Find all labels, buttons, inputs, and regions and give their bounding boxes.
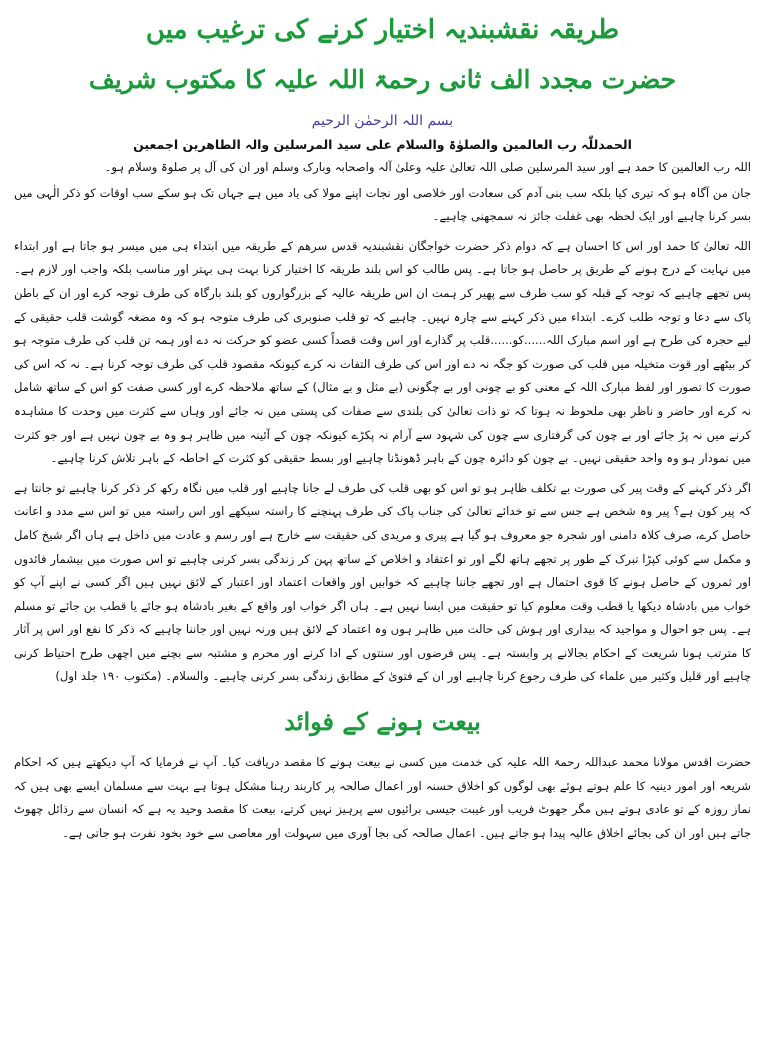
paragraph-salutation: اللہ رب العالمین کا حمد ہے اور سید المرسلین صلی اللہ تعالیٰ علیہ وعلیٰ آلہ واصحابہ وبارک وسلم اور ان کی آل پر صلوۃ وسلام ہو۔: [104, 160, 751, 174]
bismillah-line: بسم اللہ الرحمٰن الرحیم: [311, 113, 454, 129]
paragraph-naqshbandi-method: اللہ تعالیٰ کا حمد اور اس کا احسان ہے کہ دوام ذکر حضرت خواجگان نقشبندیہ قدس سرھم کے طریقہ میں ابتداء ہی میں میسر ہو جاتا ہے اور ابتداء میں نہایت کے درج ہونے کے طریق پر حاصل ہو جاتا ہے۔ پس طالب کو اس بلند طریقہ کا اختیار کرنا بہت ہی بہتر اور مناسب بلکہ واجب اور لازم ہے۔ پس تجھے چاہیے کہ توجہ کے قبلہ کو سب طرف سے پھیر کر ہمت ان اس طریقہ عالیہ کے بزرگواروں کو بلند بارگاہ کی طرف توجہ کرے اور ان کے باطن پاک سے دعا و توجہ طلب کرے۔ ابتداء میں ذکر کہنے سے چارہ نہیں۔ چاہیے کہ تو قلب صنوبری کی طرف متوجہ ہو کہ وہ مضغہ گوشت قلب حقیقی کے لیے حجرہ کی طرح ہے اور اسم مبارک اللہ......کو......قلب پر گذارے اور اس وقت قصداً کسی عضو کو حرکت نہ دے اور ہمہ تن قلب کی طرف متوجہ ہو کر بیٹھے اور قوت متخیلہ میں قلب کی صورت کو جگہ نہ دے اور اس کی طرف التفات نہ کرے کیونکہ مقصود قلب کی طرف توجہ کرنا ہے۔ نہ کہ اس کی صورت کا تصور اور لفظ مبارک اللہ کے معنی کو بے چونی اور بے چگونی (بے مثل و بے مثال) کے ساتھ ملاحظہ کرے اور کسی صفت کو اس کے ساتھ شامل نہ کرے اور حاضر و ناظر بھی ملحوظ نہ ہوتا کہ تو ذات تعالیٰ کی بلندی سے صفات کی پستی میں نہ جائے اور وہاں سے کثرت میں وحدت کا مشاہدہ کرنے میں نہ پڑ جائے اور بے چون کی گرفتاری سے چون کی شہود سے آرام نہ پکڑے کیونکہ چون کے آئینہ میں ظاہر ہو وہ بے چون نہیں ہے اور جو کثرت میں نمودار ہو وہ واحد حقیقی نہیں۔ بے چون کو دائرہ چون کے باہر ڈھونڈنا چاہیے اور بسط حقیقی کو کثرت کے احاطہ کے باہر تلاش کرنا چاہیے۔: [14, 238, 751, 466]
paragraph-bayat-benefits: حضرت اقدس مولانا محمد عبداللہ رحمۃ اللہ علیہ کی خدمت میں کسی نے بیعت ہونے کا مقصد دریافت کیا۔ آپ نے فرمایا کہ آپ دیکھتے ہیں کہ احکام شریعہ اور امور دینیہ کا علم ہوتے ہوئے بھی لوگوں کو اخلاق حسنہ اور اعمال صالحہ پر کاربند رہنا مشکل ہوتا ہے بہت سے مسلمان ایسے بھی ہیں کہ نماز روزہ کے تو عادی ہوتے ہیں مگر جھوٹ فریب اور غیبت جیسی برائیوں سے پرہیز نہیں کرتے، بیعت کا مقصد وحید یہ ہے کہ انسان سے رذائل چھوٹ جاتے ہیں اور ان کی بجائے اخلاق عالیہ پیدا ہو جاتے ہیں۔ اعمال صالحہ کی بجا آوری میں سہولت اور معاصی سے خود بخود نفرت ہو جاتی ہے۔: [14, 755, 751, 840]
page-subtitle: حضرت مجدد الف ثانی رحمۃ اللہ علیہ کا مکتوب شریف: [88, 65, 677, 94]
opening-praise-line: الحمدللّٰہ رب العالمین والصلوٰۃ والسلام علی سید المرسلین والہ الطاھرین اجمعین: [133, 137, 632, 152]
paragraph-remembrance: جان من آگاہ ہو کہ تیری کیا بلکہ سب بنی آدم کی سعادت اور خلاصی اور نجات اپنے مولا کی یاد میں ہے جہاں تک ہو سکے سب اوقات کو ذکر الٰہی میں بسر کرنا چاہیے اور ایک لحظہ بھی غفلت جائز نہ سمجھنی چاہیے۔: [14, 185, 751, 224]
page-title: طریقہ نقشبندیہ اختیار کرنے کی ترغیب میں: [145, 15, 620, 45]
paragraph-pir-guidance: اگر ذکر کہنے کے وقت پیر کی صورت بے تکلف ظاہر ہو تو اس کو بھی قلب کی طرف لے جانا چاہیے اور قلب میں نگاہ رکھ کر ذکر کرنا چاہیے تو جانتا ہے کہ پیر کون ہے؟ پیر وہ شخص ہے جس سے تو خدائے تعالیٰ کی جناب پاک کی طرف پہنچنے کا راستہ سیکھے اور اس راستہ میں تو اس سے مدد و اعانت حاصل کرے، صرف کلاہ دامنی اور شجرہ جو معروف ہو گیا ہے پیری و مریدی کی حقیقت سے خارج ہے اور رسم و عادت میں داخل ہے ہاں اگر شیخ کامل و مکمل سے کوئی کپڑا تبرک کے طور پر تجھے ہاتھ لگے اور تو اعتقاد و اخلاص کے ساتھ پہن کر زندگی بسر کرنی چاہیے تو اس صورت میں بیشمار فائدوں اور ثمروں کے حاصل ہونے کا قوی احتمال ہے اور تجھے جاننا چاہیے کہ خوابیں اور واقعات اعتماد اور اعتبار کے لائق نہیں ہیں اگر کسی نے اپنے آپ کو خواب میں بادشاہ دیکھا یا قطب وقت معلوم کیا تو حقیقت میں ایسا نہیں ہے۔ ہاں اگر خواب اور واقع کے بغیر بادشاہ ہو جائے یا قطب بن جائے تو مسلم ہے۔ پس جو احوال و مواجید کہ بیداری اور ہوش کی حالت میں ظاہر ہوں وہ اعتماد کے لائق ہیں ورنہ نہیں اور جاننا چاہیے کہ ذکر کا نفع اور اس پر آثار کا مترتب ہونا شریعت کے احکام بجالانے پر وابستہ ہے۔ پس فرضوں اور سنتوں کے ادا کرنے اور محرم و مشتبہ سے بچنے میں اچھی طرح احتیاط کرنی چاہیے اور قلیل وکثیر میں علماء کی طرف رجوع کرنا چاہیے اور ان کے فتویٰ کے مطابق زندگی بسر کرنی چاہیے۔ والسلام۔ (مکتوب ۱۹۰ جلد اول): [14, 480, 751, 684]
section-title-bayat: بیعت ہونے کے فوائد: [284, 707, 481, 737]
